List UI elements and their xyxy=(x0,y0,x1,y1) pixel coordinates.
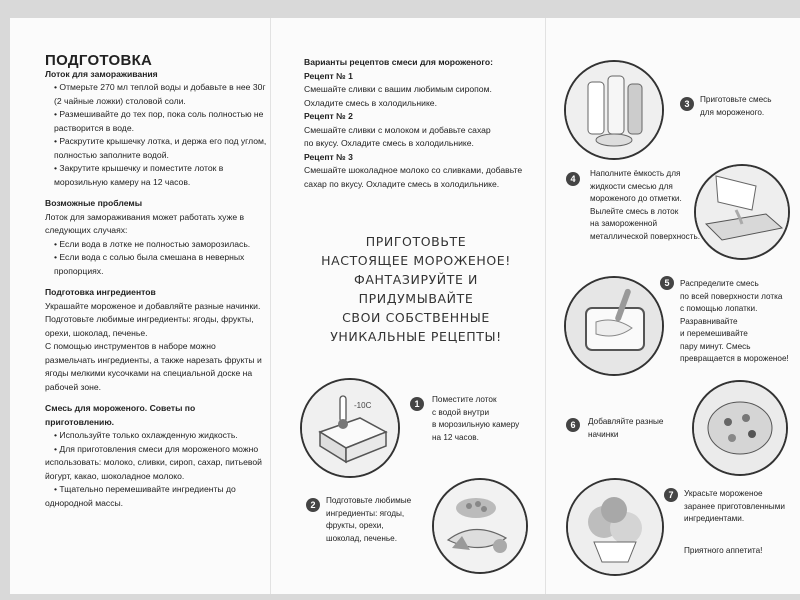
text-line: Поместите лоток xyxy=(432,395,497,404)
bottles-icon xyxy=(566,62,662,158)
slogan-line: СВОИ СОБСТВЕННЫЕ xyxy=(342,310,490,325)
step-3-text xyxy=(700,94,772,119)
recipe-3-title: Рецепт № 3 xyxy=(304,151,353,162)
text-line: йогурт, какао, шоколадное молоко. xyxy=(45,470,185,481)
text-line: (2 чайные ложки) столовой соли. xyxy=(54,95,186,106)
text-line: использовать: молоко, сливки, сироп, сахар, питьевой xyxy=(45,457,262,467)
text-line: жидкости смесью для xyxy=(590,181,673,191)
tips-heading: Смесь для мороженого. Советы по xyxy=(45,403,196,413)
toppings-icon xyxy=(694,382,786,474)
step-6-text xyxy=(588,416,663,441)
slogan xyxy=(300,232,532,346)
toppings-image xyxy=(692,380,788,476)
freezer-tray-image xyxy=(300,378,400,478)
text-line: • Если вода в лотке не полностью заморозилась. xyxy=(54,238,251,249)
text-line: заранее приготовленными xyxy=(684,501,785,511)
recipes-title: Варианты рецептов смеси для мороженого: xyxy=(304,57,493,67)
text-line: ингредиенты: ягоды, xyxy=(326,508,405,518)
step-7-text xyxy=(684,488,785,526)
step-5-badge: 5 xyxy=(660,276,674,290)
text-line: мороженого до отметки. xyxy=(590,194,682,203)
text-line: Приготовьте смесь xyxy=(700,95,772,104)
text-line: шоколад, печенье. xyxy=(326,533,397,543)
text-line: растворится в воде. xyxy=(54,122,134,133)
text-line: Подготовьте любимые ингредиенты: ягоды, фрукты, xyxy=(45,314,254,324)
text-line: Смешайте шоколадное молоко со сливками, добавьте xyxy=(304,165,523,175)
text-line: Разравнивайте xyxy=(680,316,738,326)
recipe-2-title: Рецепт № 2 xyxy=(304,111,353,121)
text-line: Украсьте мороженое xyxy=(684,489,763,498)
text-line: на замороженной xyxy=(590,219,658,228)
problems-heading: Возможные проблемы xyxy=(45,198,143,208)
tray-heading: Лоток для замораживания xyxy=(45,68,158,79)
slogan-line: НАСТОЯЩЕЕ МОРОЖЕНОЕ! xyxy=(321,253,511,268)
section-title: ПОДГОТОВКА xyxy=(45,52,153,69)
text-line: пропорциях. xyxy=(54,265,104,276)
text-line: превращается в мороженое! xyxy=(680,354,789,363)
text-line: ингредиентами. xyxy=(684,514,745,523)
fold-line-right xyxy=(545,18,546,594)
text-line: для мороженого. xyxy=(700,107,765,117)
tips-heading-cont: приготовлению. xyxy=(45,416,115,427)
text-line: по всей поверхности лотка xyxy=(680,291,783,301)
step-1-text xyxy=(432,394,519,444)
text-line: в морозильную камеру xyxy=(432,420,520,429)
text-line: Лоток для замораживания может работать хуже в xyxy=(45,211,245,222)
text-line: с помощью лопатки. xyxy=(680,304,758,313)
text-line: однородной массы. xyxy=(45,497,124,508)
mix-bottles-image xyxy=(564,60,664,160)
spreading-icon xyxy=(566,278,662,374)
text-line: по вкусу. Охладите смесь в холодильнике. xyxy=(304,138,474,148)
ingredients-heading: Подготовка ингредиентов xyxy=(45,287,156,297)
step-3-badge: 3 xyxy=(680,97,694,111)
text-line: размельчать ингредиенты, а также нарезать фрукты и xyxy=(45,354,262,365)
text-line: Добавляйте разные xyxy=(588,417,664,426)
tray-instructions xyxy=(45,81,280,189)
text-line: • Раскрутите крышечку лотка, и держа его под углом, xyxy=(54,136,267,146)
temperature-label: -10C xyxy=(354,401,372,410)
text-line: • Для приготовления смеси для мороженого можно xyxy=(54,443,259,454)
slogan-line: ФАНТАЗИРУЙТЕ И ПРИДУМЫВАЙТЕ xyxy=(353,272,479,306)
text-line: Смешайте сливки с вашим любимым сиропом. xyxy=(304,84,492,94)
ingredients-icon xyxy=(434,480,526,572)
step-1-badge: 1 xyxy=(410,397,424,411)
problems-list xyxy=(45,211,280,279)
text-line: морозильную камеру на 12 часов. xyxy=(54,176,191,187)
text-line: пару минут. Смесь xyxy=(680,341,751,351)
text-line: • Закрутите крышечку и поместите лоток в xyxy=(54,163,224,173)
text-line: фрукты, орехи, xyxy=(326,521,384,530)
text-line: Подготовьте любимые xyxy=(326,496,412,505)
text-line: рабочей зоне. xyxy=(45,381,102,392)
text-line: • Отмерьте 270 мл теплой воды и добавьте в нее 30г xyxy=(54,82,266,92)
step-4-badge: 4 xyxy=(566,172,580,186)
step-7-badge: 7 xyxy=(664,488,678,502)
spreading-image xyxy=(564,276,664,376)
step-4-text xyxy=(590,168,700,243)
text-line: на 12 часов. xyxy=(432,432,479,442)
step-2-text xyxy=(326,495,411,545)
step-5-text xyxy=(680,278,789,366)
recipe-1-title: Рецепт № 1 xyxy=(304,70,353,81)
column-preparation xyxy=(45,54,280,510)
pouring-image xyxy=(694,164,790,260)
step-2-badge: 2 xyxy=(306,498,320,512)
closing-text: Приятного аппетита! xyxy=(684,546,763,555)
freezer-tray-icon xyxy=(302,380,398,476)
icecream-icon xyxy=(568,480,662,574)
text-line: Вылейте смесь в лоток xyxy=(590,206,679,216)
text-line: • Тщательно перемешивайте ингредиенты до xyxy=(54,484,236,494)
text-line: сахар по вкусу. Охладите смесь в холодильнике. xyxy=(304,178,500,189)
text-line: и перемешивайте xyxy=(680,329,748,338)
text-line: орехи, шоколад, печенье. xyxy=(45,327,148,338)
ingredients-image xyxy=(432,478,528,574)
text-line: • Если вода с солью была смешана в неверных xyxy=(54,252,245,262)
tips-list xyxy=(45,429,280,510)
step-6-badge: 6 xyxy=(566,418,580,432)
ingredients-text xyxy=(45,300,280,395)
text-line: ягоды мелкими кусочками на специальной доске на xyxy=(45,368,253,378)
slogan-line: ПРИГОТОВЬТЕ xyxy=(365,234,467,249)
text-line: начинки xyxy=(588,429,619,439)
text-line: Смешайте сливки с молоком и добавьте сахар xyxy=(304,124,491,135)
text-line: Охладите смесь в холодильнике. xyxy=(304,97,437,108)
text-line: С помощью инструментов в наборе можно xyxy=(45,341,216,351)
column-recipes xyxy=(304,56,536,191)
text-line: следующих случаях: xyxy=(45,225,128,235)
pouring-icon xyxy=(696,166,788,258)
text-line: с водой внутри xyxy=(432,407,490,417)
text-line: полностью заполните водой. xyxy=(54,149,169,160)
text-line: Распределите смесь xyxy=(680,279,759,288)
text-line: металлической поверхность. xyxy=(590,231,701,241)
text-line: Украшайте мороженое и добавляйте разные начинки. xyxy=(45,300,261,311)
text-line: Наполните ёмкость для xyxy=(590,169,681,178)
text-line: • Размешивайте до тех пор, пока соль полностью не xyxy=(54,109,264,119)
text-line: • Используйте только охлажденную жидкость. xyxy=(54,430,238,440)
slogan-line: УНИКАЛЬНЫЕ РЕЦЕПТЫ! xyxy=(330,329,502,344)
decorated-icecream-image xyxy=(566,478,664,576)
